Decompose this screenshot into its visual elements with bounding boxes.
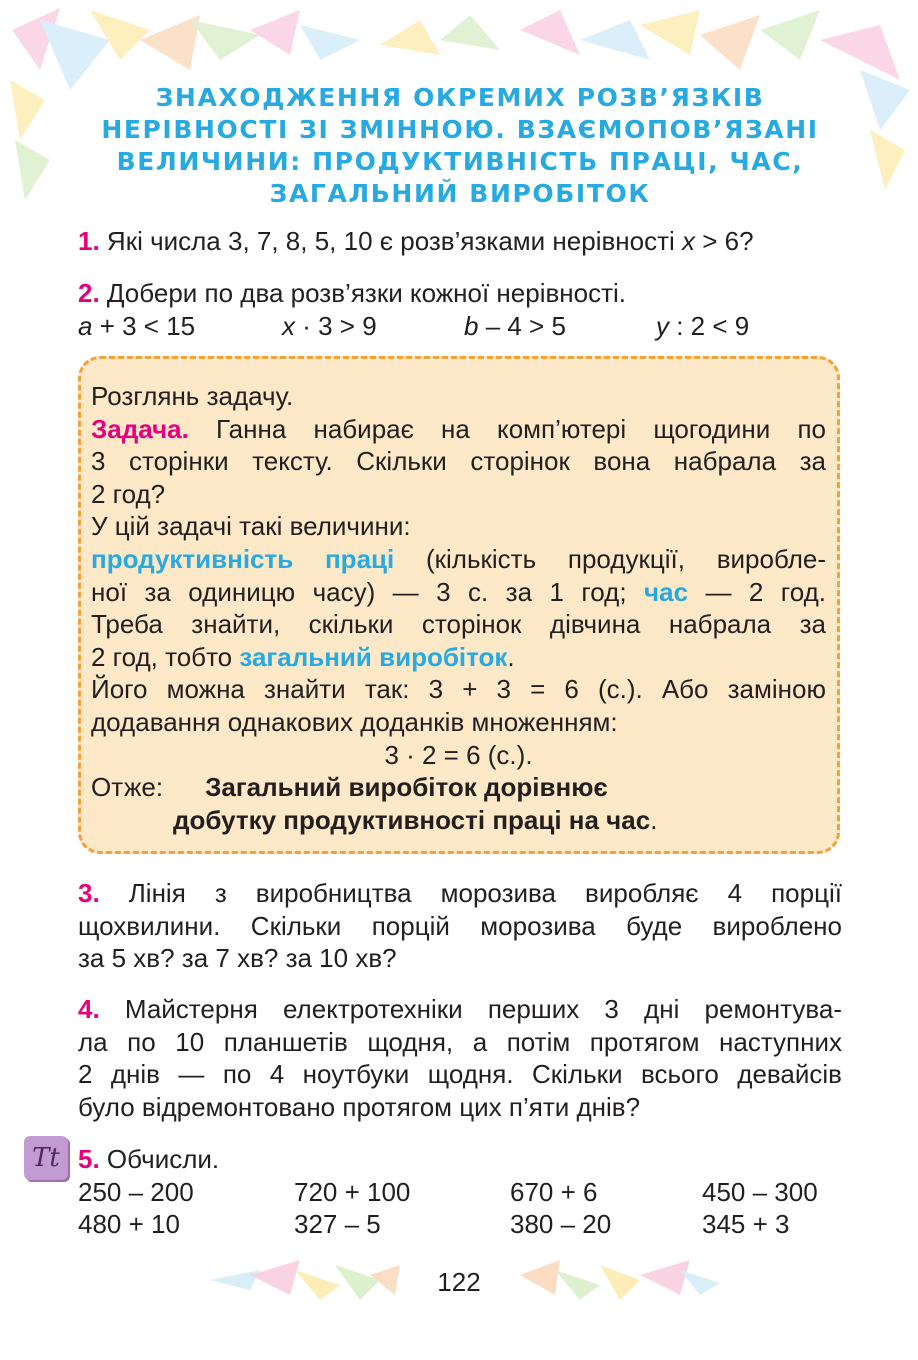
calc-item: 450 – 300: [702, 1176, 818, 1207]
exercise-text: Обчисли.: [99, 1144, 220, 1174]
exercise-2: [78, 277, 842, 342]
title-line-3: ВЕЛИЧИНИ: ПРОДУКТИВНІСТЬ ПРАЦІ, ЧАС,: [116, 147, 804, 176]
find-line: Треба знайти, скільки сторінок дівчина набрала за: [91, 609, 826, 640]
term-total-output: загальний виробіток: [239, 641, 508, 672]
calc-row: [78, 1208, 842, 1241]
productivity-line: [91, 543, 826, 576]
exercise-line: [78, 877, 842, 910]
exercise-number: 1.: [78, 226, 100, 256]
rule-text: добутку продуктивності праці на час: [173, 804, 651, 835]
rule-line: [91, 771, 826, 804]
calc-item: 380 – 20: [510, 1209, 612, 1239]
exercise-text: Добери по два розв’язки кожної нерівності.: [99, 278, 627, 308]
exercise-1: [78, 225, 842, 258]
solve-line: Його можна знайти так: 3 + 3 = 6 (с.). Або заміною: [91, 674, 826, 705]
inequality: [464, 310, 656, 343]
find-line: [91, 641, 826, 674]
inequality: [282, 310, 464, 343]
rule-line: [91, 804, 826, 837]
page-number: 122: [437, 1267, 481, 1297]
exercise-text: > 6?: [695, 226, 754, 256]
exercise-5: [78, 1143, 842, 1241]
inequality: [78, 310, 282, 343]
period: .: [507, 641, 515, 672]
variable: x: [682, 226, 696, 256]
mental-math-badge-icon: [24, 1136, 68, 1180]
solve-line: додавання однакових доданків множенням:: [91, 706, 618, 737]
inequality-rest: + 3 < 15: [92, 310, 196, 341]
exercise-number: 5.: [78, 1144, 100, 1174]
exercise-4: [78, 993, 842, 1123]
exercise-line: щохвилини. Скільки порцій морозива буде вироблено: [78, 910, 842, 941]
title-line-4: ЗАГАЛЬНИЙ ВИРОБІТОК: [269, 179, 651, 208]
exercise-text: Майстерня електротехніки перших 3 дні ремонтува-: [99, 994, 842, 1024]
title-line-1: ЗНАХОДЖЕННЯ ОКРЕМИХ РОЗВ’ЯЗКІВ: [155, 83, 765, 112]
time-value: — 2 год.: [688, 576, 826, 607]
task-line: 3 сторінки тексту. Скільки сторінок вона набрала за: [91, 446, 826, 477]
task-box-content: [91, 380, 826, 836]
exercise-number: 3.: [78, 878, 100, 908]
calc-item: 670 + 6: [510, 1176, 598, 1207]
productivity-explanation: (кількість продукції, виробле-: [394, 543, 826, 574]
calc-item: 480 + 10: [78, 1209, 180, 1239]
exercise-line: [78, 993, 842, 1026]
period: .: [650, 804, 658, 835]
inequality-rest: · 3 > 9: [295, 310, 377, 341]
exercise-3: [78, 877, 842, 975]
task-text: Ганна набирає на комп’ютері щогодини по: [188, 413, 826, 444]
variable: b: [464, 310, 479, 341]
exercise-text: Лінія з виробництва морозива виробляє 4 порції: [99, 878, 842, 908]
exercise-number: 2.: [78, 278, 100, 308]
calc-item: 720 + 100: [294, 1176, 411, 1207]
calc-item: 327 – 5: [294, 1209, 381, 1239]
quantities-line: У цій задачі такі величини:: [91, 511, 411, 542]
inequality-rest: – 4 > 5: [478, 310, 566, 341]
task-line: 2 год?: [91, 478, 166, 509]
badge-label: Tt: [32, 1143, 60, 1173]
inequality: [656, 310, 749, 343]
inequalities-row: [78, 310, 842, 343]
calc-row: [78, 1176, 842, 1209]
exercise-line: ла по 10 планшетів щодня, а потім протягом наступних: [78, 1026, 842, 1057]
page-title: [60, 82, 860, 210]
title-line-2: НЕРІВНОСТІ ЗІ ЗМІННОЮ. ВЗАЄМОПОВ’ЯЗАНІ: [101, 115, 819, 144]
task-label: Задача.: [91, 413, 189, 444]
calc-item: 250 – 200: [78, 1176, 194, 1207]
variable: a: [78, 310, 93, 341]
exercise-text: Які числа 3, 7, 8, 5, 10 є розв’язками нерівності: [99, 226, 683, 256]
so-label: Отже:: [91, 772, 164, 803]
task-line: [91, 413, 826, 446]
find-text: 2 год, тобто: [91, 641, 240, 672]
exercise-line: за 5 хв? за 7 хв? за 10 хв?: [78, 943, 397, 973]
exercise-line: було відремонтовано протягом цих п’яти днів?: [78, 1091, 641, 1122]
term-productivity: продуктивність праці: [91, 543, 395, 574]
rule-text: Загальний виробіток дорівнює: [205, 772, 608, 803]
variable: x: [282, 310, 295, 341]
calc-item: 345 + 3: [702, 1209, 790, 1239]
inequality-rest: : 2 < 9: [669, 310, 750, 341]
variable: y: [656, 310, 669, 341]
exercise-number: 4.: [78, 994, 100, 1024]
formula: 3 · 2 = 6 (с.).: [384, 739, 533, 770]
term-time: час: [644, 576, 689, 607]
exercise-line: 2 днів — по 4 ноутбуки щодня. Скільки всього девайсів: [78, 1059, 842, 1089]
productivity-explanation: ної за одиницю часу) — 3 с. за 1 год;: [91, 576, 645, 607]
box-intro: Розглянь задачу.: [91, 381, 294, 411]
time-line: [91, 576, 826, 609]
